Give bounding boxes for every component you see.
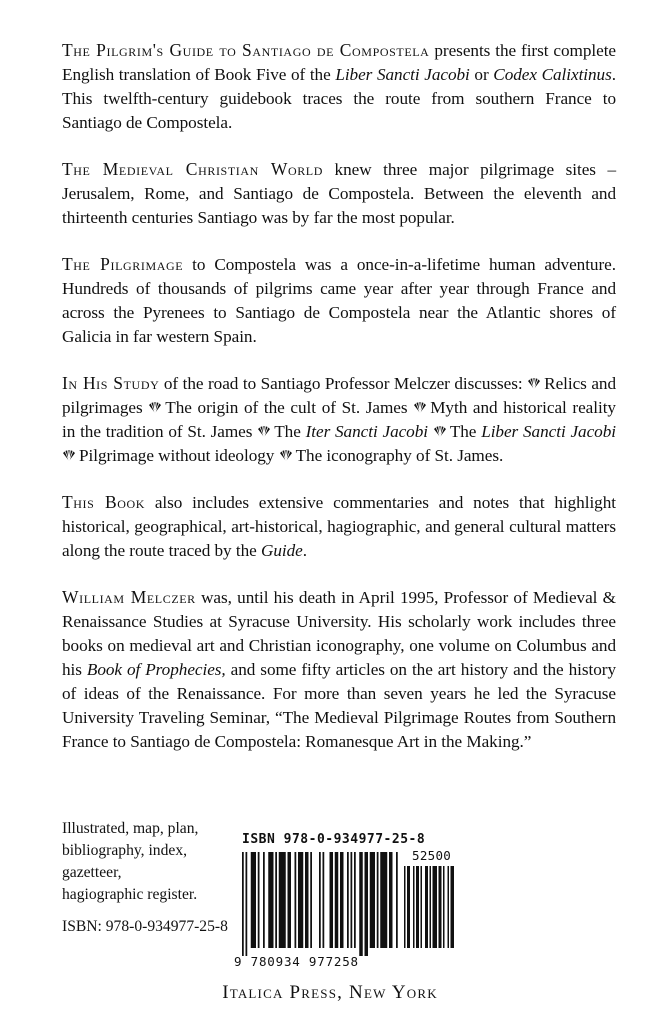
price-barcode-bars bbox=[404, 866, 454, 956]
details-line: bibliography, index, bbox=[62, 842, 188, 859]
italic-title: Book of Prophecies, bbox=[86, 660, 226, 679]
list-item: The bbox=[274, 422, 306, 441]
list-item: Relics and pilgrimages bbox=[62, 374, 617, 417]
paragraph-author bbox=[62, 585, 616, 754]
scallop-shell-icon bbox=[279, 449, 293, 462]
text: also includes extensive commentaries and notes that highlight historical, geographical, art-historical, hagiographic, and general cultural matters along the route traced by the bbox=[62, 493, 616, 560]
text: to Compostela was a once-in-a-lifetime human adventure. Hundreds of thousands of pilgrims came year after year through France and across the Pyrenees to Santiago de Compostela near the Atlantic shores of Galicia in far western Spain. bbox=[62, 255, 616, 346]
paragraph-book bbox=[62, 490, 616, 563]
text: of the road to Santiago Professor Melczer discusses: bbox=[159, 374, 523, 393]
list-item: Myth and historical reality in the tradition of St. James bbox=[62, 398, 616, 441]
text: presents the first complete English translation of Book Five of the bbox=[62, 41, 617, 84]
barcode-digits: 9 780934 977258 bbox=[234, 954, 359, 969]
barcode bbox=[234, 832, 452, 974]
bottom-section bbox=[62, 818, 616, 968]
paragraph-pilgrimage bbox=[62, 252, 616, 349]
paragraph-study bbox=[62, 371, 616, 468]
scallop-shell-icon bbox=[433, 425, 447, 438]
details-line: Illustrated, map, plan, bbox=[62, 820, 199, 837]
book-details bbox=[62, 818, 242, 938]
lead-author: William Melczer bbox=[62, 587, 196, 607]
back-cover-text bbox=[62, 38, 616, 776]
text: or bbox=[469, 65, 494, 84]
italic-title: Liber Sancti Jacobi bbox=[335, 65, 470, 84]
barcode-price-code: 52500 bbox=[412, 848, 452, 863]
text: . bbox=[302, 541, 307, 560]
italic-title: Codex Calixtinus bbox=[493, 65, 612, 84]
list-item: The iconography of St. James. bbox=[295, 446, 504, 465]
text: was, until his death in April 1995, Professor of Medieval & Renaissance Studies at Syracuse University. His scholarly work includes three books on medieval art and Christian iconography, one volume on Columbus and his bbox=[62, 588, 616, 679]
text: . This twelfth-century guidebook traces the route from southern France to Santiago de Compostela. bbox=[62, 65, 616, 132]
scallop-shell-icon bbox=[413, 401, 427, 414]
lead-book: This Book bbox=[62, 492, 146, 512]
text: and some fifty articles on the art history and the history of ideas of the Renaissance. For more than seven years he led the Syracuse University Traveling Seminar, “The Medieval Pilgrimage Routes from Southern France to Santiago de Compostela: Romanesque Art in the Making.” bbox=[62, 660, 616, 751]
scallop-shell-icon bbox=[257, 425, 271, 438]
scallop-shell-icon bbox=[62, 449, 76, 462]
italic-title: Liber Sancti Jacobi bbox=[481, 422, 616, 441]
barcode-isbn-label: ISBN 978-0-934977-25-8 bbox=[242, 832, 426, 847]
list-item: The origin of the cult of St. James bbox=[165, 398, 408, 417]
paragraph-guide bbox=[62, 38, 616, 135]
publisher: Italica Press, New York bbox=[222, 982, 438, 1003]
lead-pilgrimage: The Pilgrimage bbox=[62, 254, 184, 274]
lead-study: In His Study bbox=[62, 373, 160, 393]
scallop-shell-icon bbox=[148, 401, 162, 414]
scallop-shell-icon bbox=[527, 377, 541, 390]
lead-medieval-world: The Medieval Christian World bbox=[62, 159, 324, 179]
italic-title: Guide bbox=[260, 541, 303, 560]
list-item: Pilgrimage without ideology bbox=[79, 446, 275, 465]
italic-title: Iter Sancti Jacobi bbox=[305, 422, 428, 441]
ean-barcode-bars bbox=[242, 852, 398, 956]
list-item: The bbox=[449, 422, 482, 441]
details-line: hagiographic register. bbox=[62, 886, 198, 903]
details-isbn: ISBN: 978-0-934977-25-8 bbox=[62, 918, 228, 935]
text: knew three major pilgrimage sites – Jerusalem, Rome, and Santiago de Compostela. Between the eleventh and thirteenth centuries Santiago was by far the most popular. bbox=[62, 160, 616, 227]
details-line: gazetteer, bbox=[62, 864, 122, 881]
lead-guide: The Pilgrim's Guide to Santiago de Compostela bbox=[62, 40, 430, 60]
paragraph-medieval-world bbox=[62, 157, 616, 230]
